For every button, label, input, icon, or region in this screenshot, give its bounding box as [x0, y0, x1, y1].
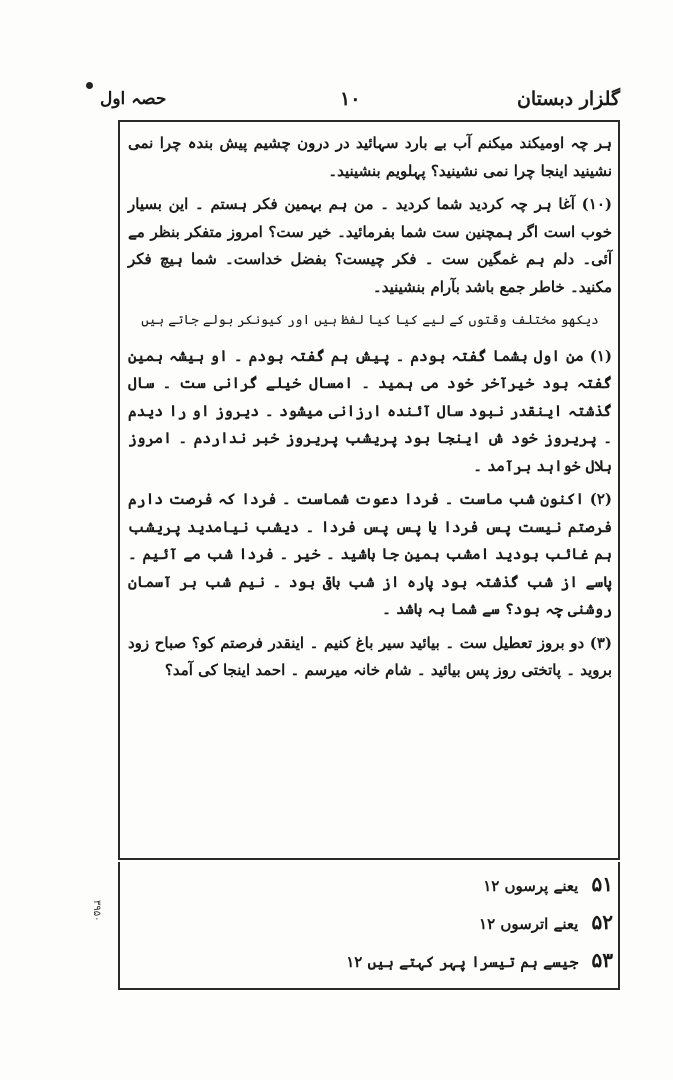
paragraph: ہر چہ اومیکند میکنم آب بے بارد سہائید در درون چشیم پیش بندہ چرا نمی نشینید اینجا چرا نمی نشینید؟ پہلویم بنشینید۔	[128, 134, 612, 180]
side-mark: ۳۹۵۰	[91, 900, 102, 922]
footnote-number: ۵۱	[591, 872, 613, 896]
page-number: ۱۰	[340, 88, 361, 110]
part-label: حصہ اول	[100, 89, 167, 109]
footnote	[153, 948, 613, 972]
book-title: گلزار دبستان	[516, 88, 620, 110]
margin-dot	[86, 82, 93, 89]
paragraph: (۱۰) آغا ہر چہ کردید شما کردید ۔ من ہم بہمین فکر ہستم ۔ این بسیار خوب است اگر ہمچنین ست شما بفرمائید۔ خیر ست؟ امروز متفکر بنظر مے آئی۔ دلم ہم غمگین ست ۔ فکر چیست؟ بفضل خداست۔ شما ہیچ فکر مکنید۔ خاطر جمع باشد بآرام بنشینید۔	[128, 195, 612, 296]
footnote-number: ۵۲	[591, 910, 613, 934]
footnote	[153, 910, 613, 934]
footnote-text: یعنے پرسوں ۱۲	[483, 877, 579, 895]
paragraph: (۳) دو بروز تعطیل ست ۔ بیائید سیر باغ کنیم ۔ اینقدر فرصتم کو؟ صباح زود بروید ۔ پاتختی روز پس بیائید ۔ شام خانہ میرسم ۔ احمد اینجا کی آمد؟	[128, 633, 612, 679]
footnote-number: ۵۳	[591, 948, 613, 972]
paragraph: (۱) من اول بشما گفتہ بودم ۔ پیش ہم گفتہ بودم ۔ او ہیشہ ہمین گفتہ بود خیرآخر خود می ہمید ۔ امسال خیلے گرانی ست ۔ سال گذشتہ اینقدر نبود سال آئندہ ارزانی میشود ۔ دیروز او را دیدم ۔ پریروز خود ش اینجا بود پریشب پریروز خبر نداردم ۔ امروز ہلال خواہد برآمد ۔	[128, 346, 612, 475]
footnote-text: جیسے ہم تیسرا پہر کہتے ہیں ۱۲	[346, 953, 579, 971]
paragraph: (۲) اکنون شب ماست ۔ فردا دعوت شماست ۔ فردا کہ فرصت دارم فرصتم نیست پس فردا یا پس پس فردا ۔ دیشب نیامدید پریشب ہم غائب بودید امشب ہمین جا باشید ۔ خیر ۔ فردا شب مے آئیم ۔ پاسے از شب گذشتہ بود پارہ از شب باقی بود ۔ نیم شب بر آسمان روشنی چہ بود؟ سے شما بہ باشد ۔	[128, 490, 612, 618]
footnote-text: یعنے اترسوں ۱۲	[479, 915, 579, 933]
footnote	[153, 872, 613, 896]
intro-line: دیکھو مختلف وقتوں کے لیے کیا کیا لفظ ہیں اور کیونکر بولے جاتے ہیں	[141, 313, 599, 328]
page-header	[100, 88, 620, 118]
body-text	[128, 130, 612, 691]
